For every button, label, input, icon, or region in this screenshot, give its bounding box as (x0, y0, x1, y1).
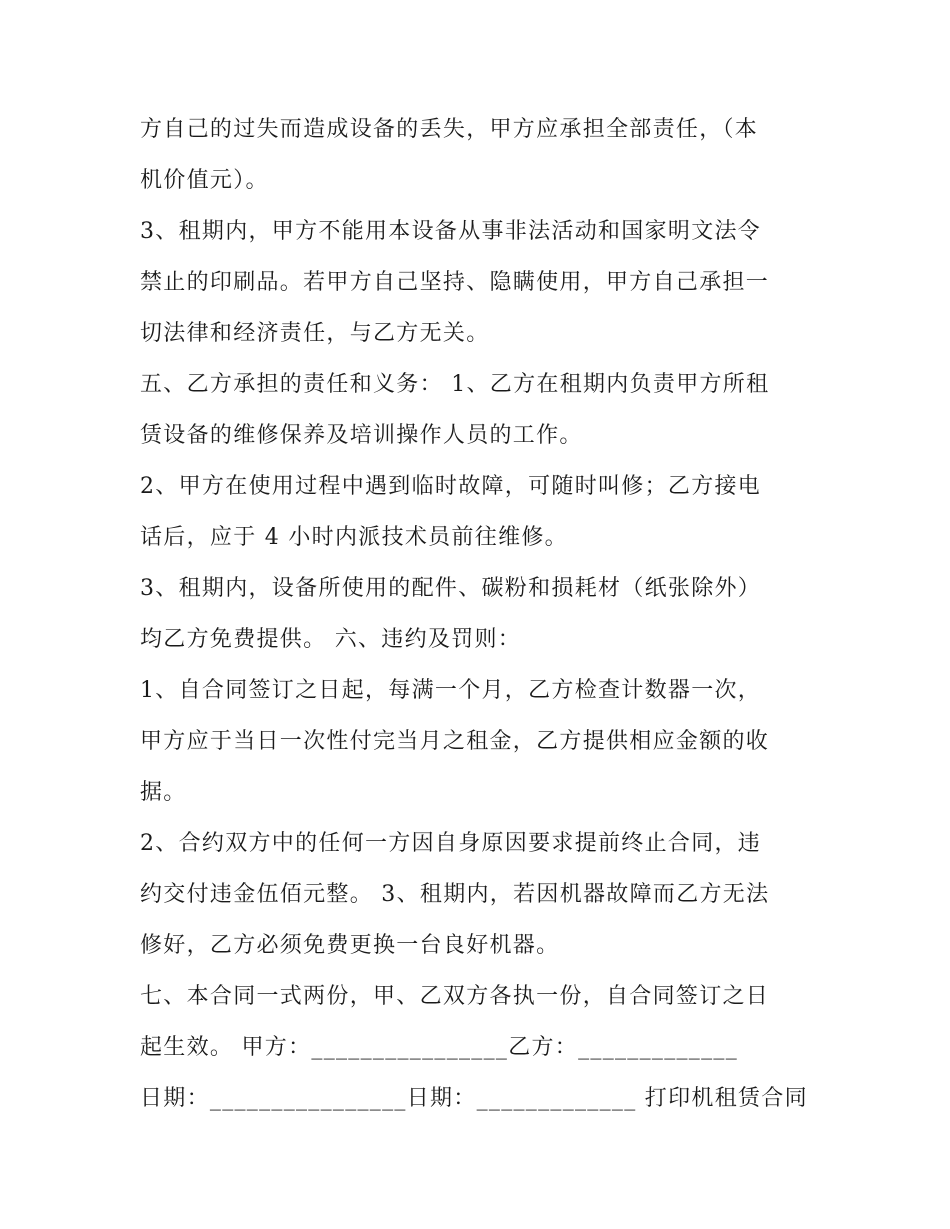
text-line: 机价值元）。 (140, 168, 269, 193)
text-line: 甲方应于当日一次性付完当月之租金，乙方提供相应金额的收 (140, 729, 770, 754)
text-line: 2、甲方在使用过程中遇到临时故障，可随时叫修；乙方接电 (140, 474, 762, 499)
text-line: 修好，乙方必须免费更换一台良好机器。 (140, 933, 560, 958)
signature-line: 起生效。 甲方：________________乙方：_____________ (140, 1035, 738, 1060)
text-line: 3、租期内，设备所使用的配件、碳粉和损耗材（纸张除外） (140, 576, 762, 601)
text-line: 禁止的印刷品。若甲方自己坚持、隐瞒使用，甲方自己承担一 (140, 270, 770, 295)
text-line: 方自己的过失而造成设备的丢失，甲方应承担全部责任，（本 (140, 117, 759, 142)
text-line: 约交付违金伍佰元整。 3、租期内，若因机器故障而乙方无法 (140, 882, 770, 907)
date-line: 日期：________________日期：_____________ 打印机租赁合同 (140, 1086, 808, 1111)
text-line: 均乙方免费提供。 六、违约及罚则： (140, 627, 522, 652)
text-line: 赁设备的维修保养及培训操作人员的工作。 (140, 423, 583, 448)
text-line: 五、乙方承担的责任和义务： 1、乙方在租期内负责甲方所租 (140, 372, 770, 397)
text-line: 据。 (140, 780, 187, 805)
text-line: 1、自合同签订之日起，每满一个月，乙方检查计数器一次， (140, 678, 762, 703)
contract-text (140, 104, 820, 1124)
text-line: 七、本合同一式两份，甲、乙双方各执一份，自合同签订之日 (140, 984, 770, 1009)
text-line: 切法律和经济责任，与乙方无关。 (140, 321, 490, 346)
text-line: 2、合约双方中的任何一方因自身原因要求提前终止合同，违 (140, 831, 762, 856)
text-line: 话后，应于 4 小时内派技术员前往维修。 (140, 525, 568, 550)
text-line: 3、租期内，甲方不能用本设备从事非法活动和国家明文法令 (140, 219, 762, 244)
